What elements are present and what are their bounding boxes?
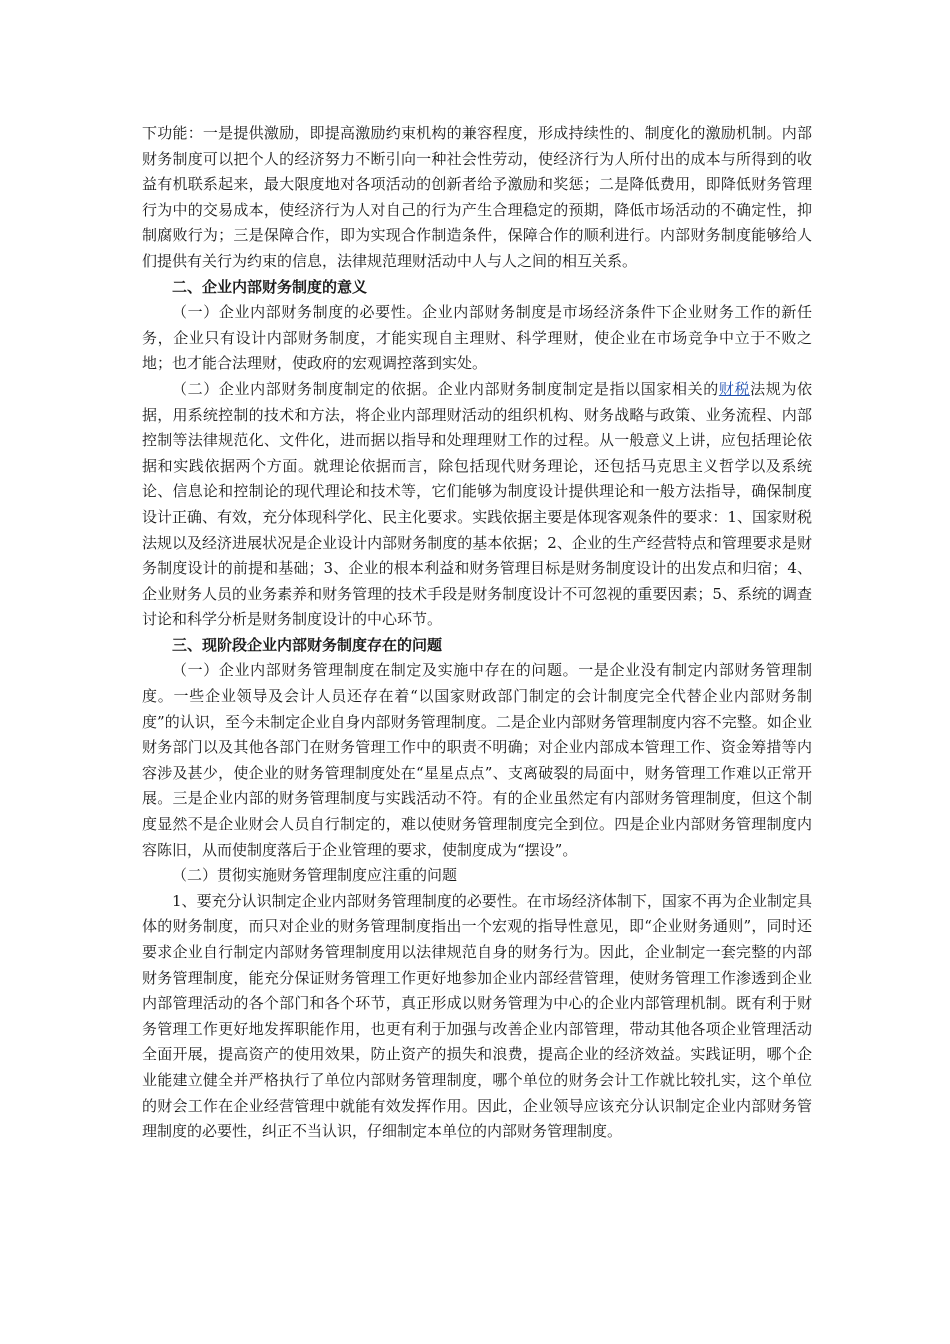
paragraph-continued: 下功能：一是提供激励，即提高激励约束机构的兼容程度，形成持续性的、制度化的激励机制。内部财务制度可以把个人的经济努力不断引向一种社会性劳动，使经济行为人所付出的成本与所得到的收益有机联系起来，最大限度地对各项活动的创新者给予激励和奖惩；二是降低费用，即降低财务管理行为中的交易成本，使经济行为人对自己的行为产生合理稳定的预期，降低市场活动的不确定性，抑制腐败行为；三是保障合作，即为实现合作制造条件，保障合作的顺利进行。内部财务制度能够给人们提供有关行为约束的信息，法律规范理财活动中人与人之间的相互关系。 xyxy=(142,124,812,270)
paragraph-necessity: （一）企业内部财务制度的必要性。企业内部财务制度是市场经济条件下企业财务工作的新任务，企业只有设计内部财务制度，才能实现自主理财、科学理财，使企业在市场竞争中立于不败之地；也才能合法理财，使政府的宏观调控落到实处。 xyxy=(142,303,812,373)
section-heading-2: 二、企业内部财务制度的意义 xyxy=(172,277,368,296)
paragraph-basis-text-after: 法规为依据，用系统控制的技术和方法，将企业内部理财活动的组织机构、财务战略与政策、业务流程、内部控制等法律规范化、文件化，进而据以指导和处理理财工作的过程。从一般意义上讲，应包括理论依据和实践依据两个方面。就理论依据而言，除包括现代财务理论，还包括马克思主义哲学以及系统论、信息论和控制论的现代理论和技术等，它们能够为制度设计提供理论和一般方法指导，确保制度设计正确、有效，充分体现科学化、民主化要求。实践依据主要是体现客观条件的要求：1、国家财税法规以及经济进展状况是企业设计内部财务制度的基本依据；2、企业的生产经营特点和管理要求是财务制度设计的前提和基础；3、企业的根本利益和财务管理目标是财务制度设计的出发点和归宿；4、企业财务人员的业务素养和财务管理的技术手段是财务制度设计不可忽视的重要因素；5、系统的调查讨论和科学分析是财务制度设计的中心环节。 xyxy=(142,379,812,629)
subsection-heading: （二）贯彻实施财务管理制度应注重的问题 xyxy=(172,866,458,885)
document-body xyxy=(142,121,812,1145)
paragraph-basis xyxy=(142,377,812,633)
paragraph-problems: （一）企业内部财务管理制度在制定及实施中存在的问题。一是企业没有制定内部财务管理制度。一些企业领导及会计人员还存在着“以国家财政部门制定的会计制度完全代替企业内部财务制度”的认识，至今未制定企业自身内部财务管理制度。二是企业内部财务管理制度内容不完整。如企业财务部门以及其他各部门在财务管理工作中的职责不明确；对企业内部成本管理工作、资金筹措等内容涉及甚少，使企业的财务管理制度处在“星星点点”、支离破裂的局面中，财务管理工作难以正常开展。三是企业内部的财务管理制度与实践活动不符。有的企业虽然定有内部财务管理制度，但这个制度显然不是企业财会人员自行制定的，难以使财务管理制度完全到位。四是企业内部财务管理制度内容陈旧，从而使制度落后于企业管理的要求，使制度成为“摆设”。 xyxy=(142,661,812,859)
paragraph-implementation: 1、要充分认识制定企业内部财务管理制度的必要性。在市场经济体制下，国家不再为企业制定具体的财务制度，而只对企业的财务管理制度指出一个宏观的指导性意见，即“企业财务通则”，同时还要求企业自行制定内部财务管理制度用以法律规范自身的财务行为。因此，企业制定一套完整的内部财务管理制度，能充分保证财务管理工作更好地参加企业内部经营管理，使财务管理工作渗透到企业内部管理活动的各个部门和各个环节，真正形成以财务管理为中心的企业内部管理机制。既有利于财务管理工作更好地发挥职能作用，也更有利于加强与改善企业内部管理，带动其他各项企业管理活动全面开展，提高资产的使用效果，防止资产的损失和浪费，提高企业的经济效益。实践证明，哪个企业能建立健全并严格执行了单位内部财务管理制度，哪个单位的财务会计工作就比较扎实，这个单位的财会工作在企业经营管理中就能有效发挥作用。因此，企业领导应该充分认识制定企业内部财务管理制度的必要性，纠正不当认识，仔细制定本单位的内部财务管理制度。 xyxy=(142,891,812,1141)
paragraph-basis-text-before: （二）企业内部财务制度制定的依据。企业内部财务制度制定是指以国家相关的 xyxy=(172,379,719,398)
section-heading-3: 三、现阶段企业内部财务制度存在的问题 xyxy=(172,635,443,654)
link-fiscal-tax[interactable]: 财税 xyxy=(718,379,751,398)
